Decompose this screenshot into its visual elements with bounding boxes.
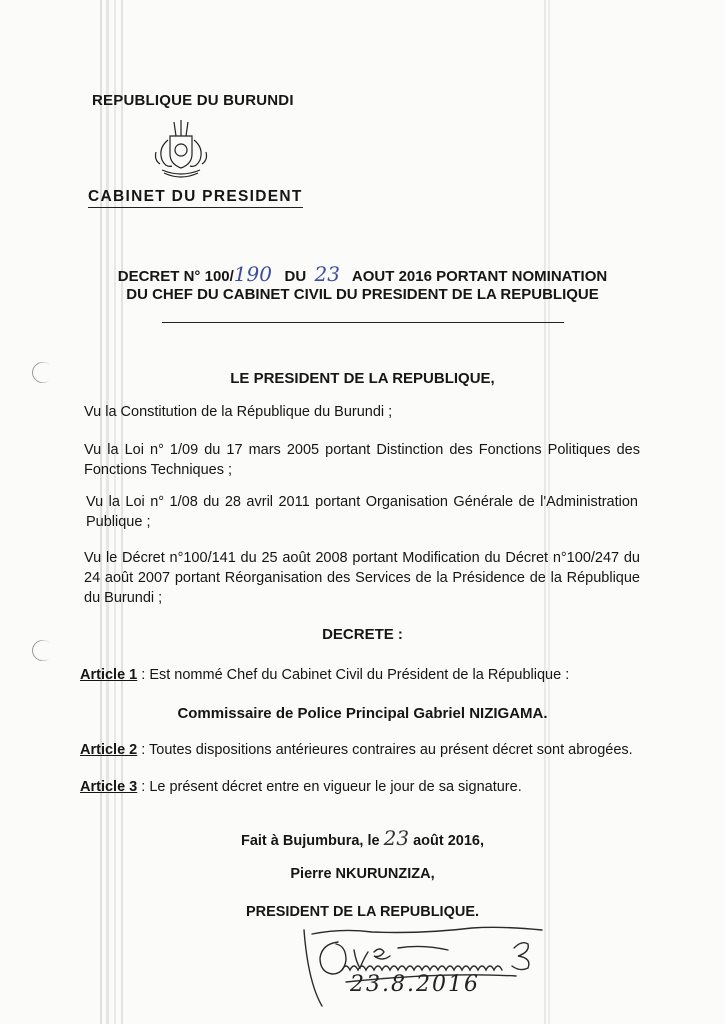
decree-title-rest: AOUT 2016 PORTANT NOMINATION	[351, 268, 608, 285]
fait-day-handwritten: 23	[383, 826, 410, 850]
vu-decret-2008: Vu le Décret n°100/141 du 25 août 2008 portant Modification du Décret n°100/247 du 24 août 2007 portant Réorganisation des Services de la Présidence de la République du Burundi ;	[84, 550, 640, 606]
handwritten-signature-icon	[302, 922, 552, 1012]
decrete-heading: DECRETE :	[322, 626, 403, 643]
punch-hole	[28, 636, 58, 666]
decree-title-line-2: DU CHEF DU CABINET CIVIL DU PRESIDENT DE LA REPUBLIQUE	[126, 286, 599, 303]
republic-heading: REPUBLIQUE DU BURUNDI	[92, 92, 294, 109]
article-3	[80, 779, 660, 795]
appointee-name: Commissaire de Police Principal Gabriel NIZIGAMA.	[177, 705, 548, 722]
punch-hole	[28, 358, 58, 388]
president-heading: LE PRESIDENT DE LA REPUBLIQUE,	[230, 370, 495, 387]
vu-loi-2011: Vu la Loi n° 1/08 du 28 avril 2011 portant Organisation Générale de l'Administration Publique ;	[86, 494, 638, 530]
decree-title-line-1	[60, 262, 665, 286]
vu-loi-2005: Vu la Loi n° 1/09 du 17 mars 2005 portant Distinction des Fonctions Politiques des Fonctions Techniques ;	[84, 442, 640, 478]
vu-constitution: Vu la Constitution de la République du Burundi ;	[84, 404, 393, 420]
article-1-label: Article 1	[80, 667, 138, 683]
title-underline	[162, 322, 564, 323]
signatory-title: PRESIDENT DE LA REPUBLIQUE.	[245, 904, 480, 920]
decree-du: DU	[284, 268, 307, 285]
article-3-label: Article 3	[80, 779, 138, 795]
decree-day-handwritten: 23	[314, 262, 340, 286]
article-1-text: : Est nommé Chef du Cabinet Civil du Président de la République :	[137, 667, 570, 683]
decree-number-handwritten: 190	[233, 262, 272, 286]
coat-of-arms-icon	[146, 118, 216, 184]
article-2	[80, 742, 660, 758]
fait-line	[60, 826, 665, 850]
article-1	[80, 667, 660, 683]
cabinet-heading: CABINET DU PRESIDENT	[88, 188, 303, 208]
decree-number-prefix: DECRET N° 100/	[117, 268, 234, 285]
article-2-text: : Toutes dispositions antérieures contraires au présent décret sont abrogées.	[137, 742, 633, 758]
signatory-name: Pierre NKURUNZIZA,	[290, 866, 435, 882]
article-2-label: Article 2	[80, 742, 138, 758]
article-3-text: : Le présent décret entre en vigueur le jour de sa signature.	[137, 779, 522, 795]
handwritten-date: 23.8.2016	[350, 972, 480, 997]
fait-suffix: août 2016,	[413, 833, 485, 849]
fait-prefix: Fait à Bujumbura, le	[240, 833, 380, 849]
